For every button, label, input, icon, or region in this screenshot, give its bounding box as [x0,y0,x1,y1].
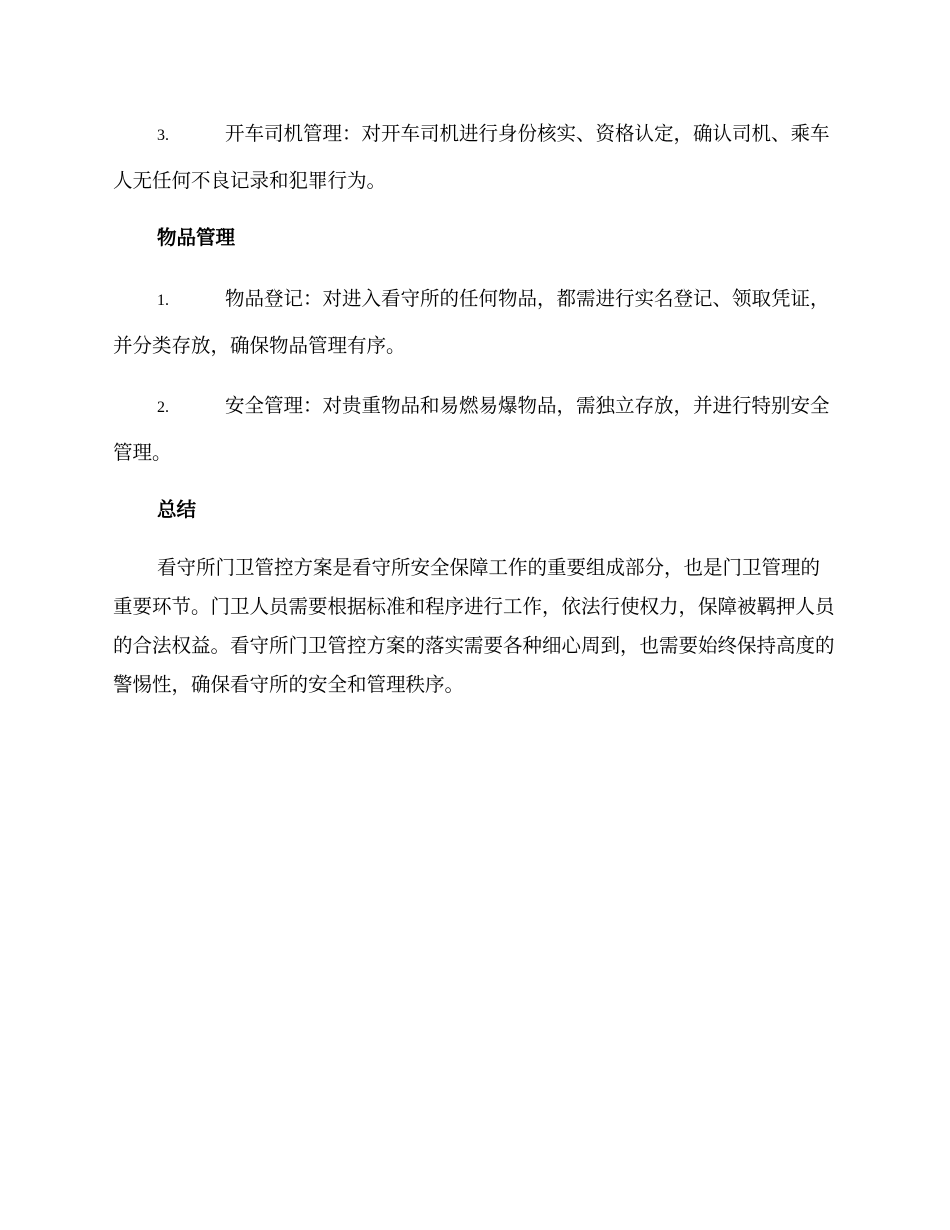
section-heading-item-management: 物品管理 [157,226,236,249]
list-item-driver-management [113,111,835,203]
list-number: 1. [157,292,169,309]
list-item-safety-management [113,383,835,475]
list-item-text: 开车司机管理：对开车司机进行身份核实、资格认定，确认司机、乘车人无任何不良记录和犯罪行为。 [113,122,830,192]
list-item-text: 安全管理：对贵重物品和易燃易爆物品，需独立存放，并进行特别安全管理。 [113,394,830,464]
list-number: 2. [157,399,169,416]
summary-paragraph: 看守所门卫管控方案是看守所安全保障工作的重要组成部分，也是门卫管理的重要环节。门卫人员需要根据标准和程序进行工作，依法行使权力，保障被羁押人员的合法权益。看守所门卫管控方案的落实需要各种细心周到，也需要始终保持高度的警惕性，确保看守所的安全和管理秩序。 [113,556,835,696]
list-number: 3. [157,127,169,144]
list-item-text: 物品登记：对进入看守所的任何物品，都需进行实名登记、领取凭证，并分类存放，确保物品管理有序。 [113,287,830,357]
document-body [113,111,835,704]
section-heading-summary: 总结 [157,498,197,521]
list-item-item-registration [113,276,835,368]
